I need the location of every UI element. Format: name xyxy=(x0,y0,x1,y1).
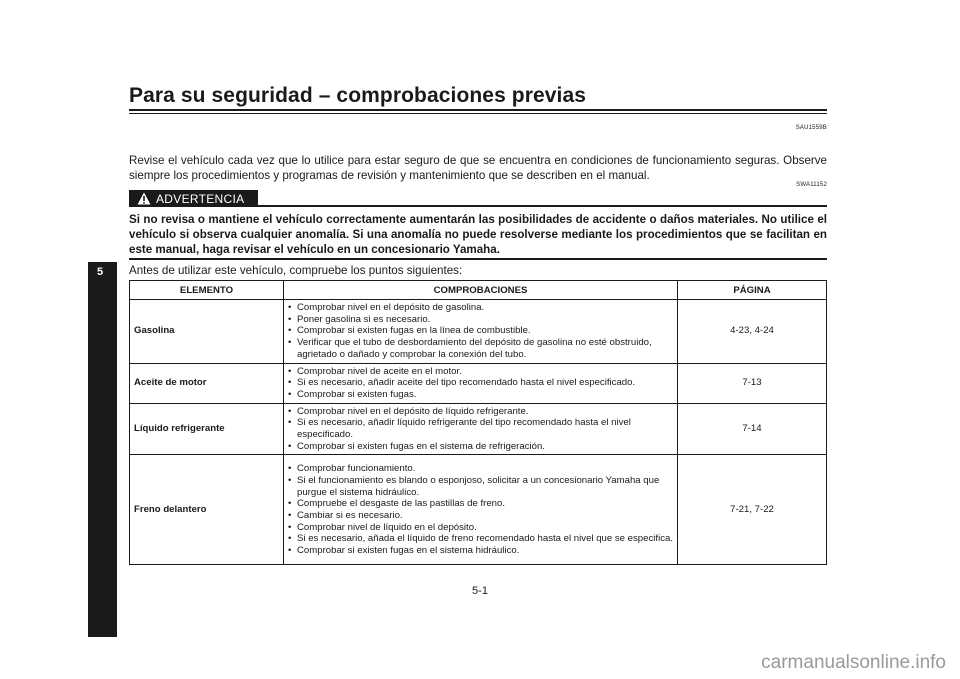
header-comprobaciones: COMPROBACIONES xyxy=(284,281,678,300)
checklist-intro: Antes de utilizar este vehículo, compruebe los puntos siguientes: xyxy=(129,264,463,277)
row-element: Gasolina xyxy=(130,300,284,364)
section-code: SAU1559B xyxy=(795,125,827,131)
row-element: Líquido refrigerante xyxy=(130,403,284,455)
check-item: • Si es necesario, añadir líquido refrigerante del tipo recomendado hasta el nivel especificado. xyxy=(288,417,673,440)
check-item: • Comprobar si existen fugas en el sistema hidráulico. xyxy=(288,545,673,557)
warning-badge xyxy=(129,190,258,207)
row-checks xyxy=(284,403,678,455)
check-item: • Comprobar nivel en el depósito de gasolina. xyxy=(288,302,673,314)
check-item: • Si el funcionamiento es blando o esponjoso, solicitar a un concesionario Yamaha que purgue el sistema hidráulico. xyxy=(288,475,673,498)
intro-paragraph: Revise el vehículo cada vez que lo utilice para estar seguro de que se encuentra en condiciones de funcionamiento seguras. Observe siempre los procedimientos y programas de revisión y mantenimiento que se describen en el manual. xyxy=(129,154,827,182)
table-header-row xyxy=(130,281,827,300)
chapter-tab xyxy=(88,262,117,637)
row-checks xyxy=(284,300,678,364)
check-item: • Si es necesario, añadir aceite del tipo recomendado hasta el nivel especificado. xyxy=(288,377,673,389)
table-row xyxy=(130,363,827,403)
check-item: • Compruebe el desgaste de las pastillas de freno. xyxy=(288,498,673,510)
table-row xyxy=(130,300,827,364)
check-item: • Comprobar funcionamiento. xyxy=(288,463,673,475)
checks-table xyxy=(129,280,827,565)
check-item: • Comprobar si existen fugas. xyxy=(288,389,673,401)
title-rule-thick xyxy=(129,109,827,111)
table-row xyxy=(130,403,827,455)
row-page: 7-14 xyxy=(678,403,827,455)
warning-text: Si no revisa o mantiene el vehículo correctamente aumentarán las posibilidades de accidente o daños materiales. No utilice el vehículo si observa cualquier anomalía. Si una anomalía no puede resolverse mediante los procedimientos que se facilitan en este manual, haga revisar el vehículo en un concesionario Yamaha. xyxy=(129,213,827,256)
header-elemento: ELEMENTO xyxy=(130,281,284,300)
page-number: 5-1 xyxy=(472,585,488,597)
chapter-tab-number: 5 xyxy=(97,266,104,278)
warning-label: ADVERTENCIA xyxy=(156,191,245,206)
row-page: 7-21, 7-22 xyxy=(678,455,827,565)
page-title: Para su seguridad – comprobaciones previas xyxy=(129,84,587,107)
check-item: • Si es necesario, añada el líquido de freno recomendado hasta el nivel que se especifica. xyxy=(288,533,673,545)
header-pagina: PÁGINA xyxy=(678,281,827,300)
watermark: carmanualsonline.info xyxy=(761,652,946,673)
row-page: 4-23, 4-24 xyxy=(678,300,827,364)
table-row xyxy=(130,455,827,565)
check-item: • Comprobar si existen fugas en el sistema de refrigeración. xyxy=(288,441,673,453)
check-item: • Cambiar si es necesario. xyxy=(288,510,673,522)
check-item: • Verificar que el tubo de desbordamiento del depósito de gasolina no esté obstruido, agrietado o dañado y comprobar la conexión del tubo. xyxy=(288,337,673,360)
warning-code: SWA11152 xyxy=(796,182,827,188)
warning-rule-bottom xyxy=(129,258,827,260)
check-item: • Comprobar nivel de aceite en el motor. xyxy=(288,366,673,378)
check-item: • Comprobar nivel en el depósito de líquido refrigerante. xyxy=(288,406,673,418)
row-checks xyxy=(284,363,678,403)
check-item: • Comprobar si existen fugas en la línea de combustible. xyxy=(288,325,673,337)
check-item: • Comprobar nivel de líquido en el depósito. xyxy=(288,522,673,534)
warning-triangle-icon xyxy=(137,192,151,205)
row-checks xyxy=(284,455,678,565)
row-page: 7-13 xyxy=(678,363,827,403)
row-element: Aceite de motor xyxy=(130,363,284,403)
row-element: Freno delantero xyxy=(130,455,284,565)
check-item: • Poner gasolina si es necesario. xyxy=(288,314,673,326)
warning-rule-top xyxy=(258,205,827,207)
title-rule-thin xyxy=(129,113,827,114)
